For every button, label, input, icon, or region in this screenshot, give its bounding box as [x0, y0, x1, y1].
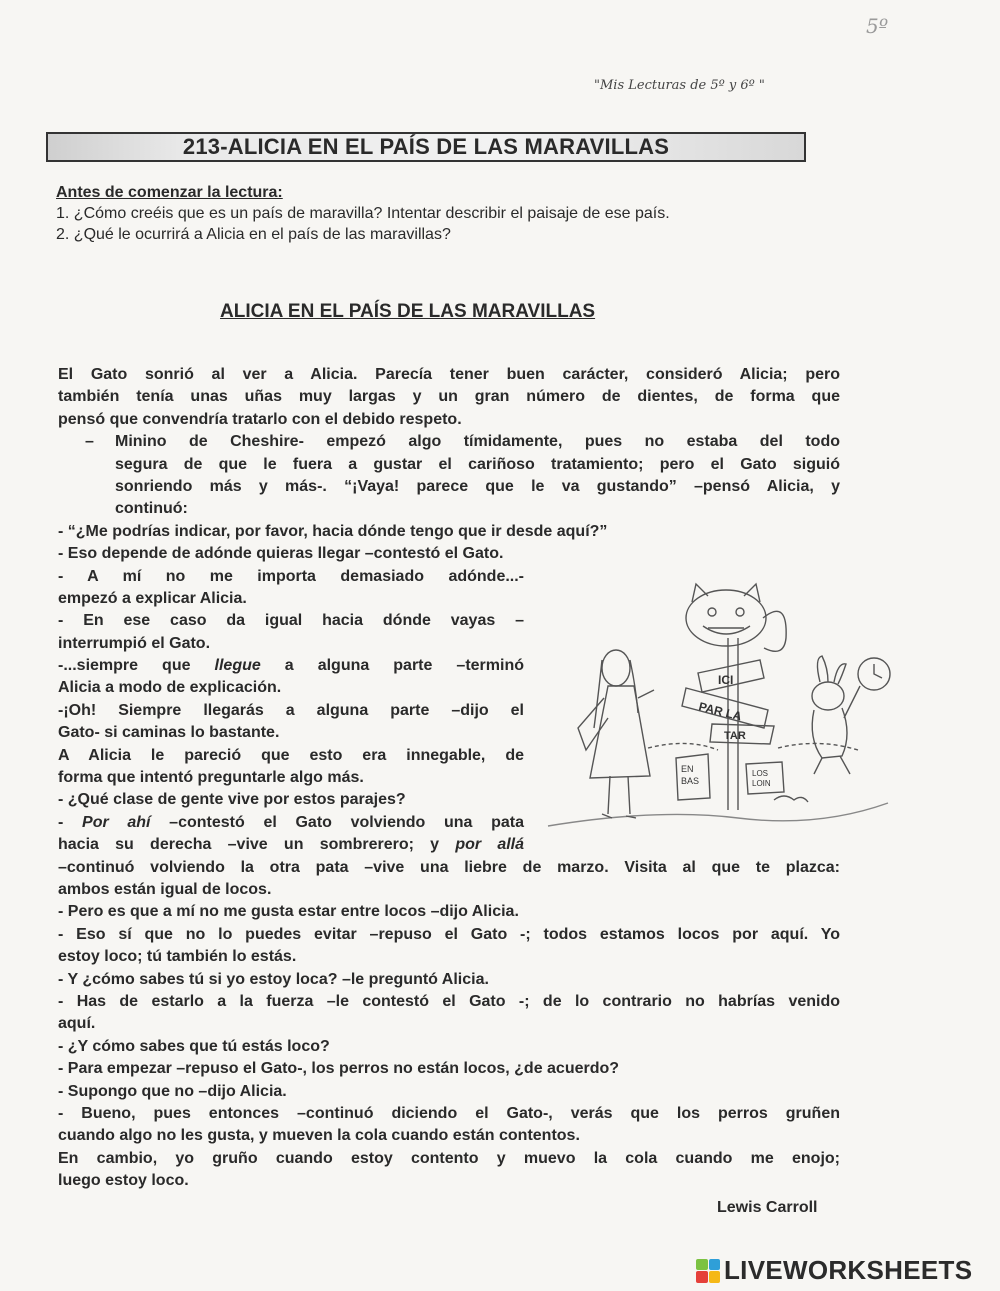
story-line: - Has de estarlo a la fuerza –le contestó el Gato -; de lo contrario no habrías venido [58, 992, 840, 1010]
story-line: -¡Oh! Siempre llegarás a alguna parte –dijo el [58, 701, 524, 719]
story-line [58, 834, 524, 856]
signpost [676, 638, 784, 810]
alice-figure [578, 650, 654, 818]
story-line: estoy loco; tú también lo estás. [58, 948, 297, 966]
story-line: - “¿Me podrías indicar, por favor, hacia dónde tengo que ir desde aquí?” [58, 522, 608, 540]
story-line: A Alicia le pareció que esto era innegable, de [58, 746, 524, 764]
story-line [58, 812, 524, 834]
worksheet-title: 213-ALICIA EN EL PAÍS DE LAS MARAVILLAS [182, 134, 670, 159]
liveworksheets-logo-icon [696, 1259, 720, 1283]
sign-text: LOS [752, 769, 769, 778]
sign-text: PAR LA [697, 699, 744, 724]
story-segment: a alguna parte –terminó [260, 657, 525, 675]
sign-text: EN [681, 764, 694, 774]
pre-reading-question: 2. ¿Qué le ocurrirá a Alicia en el país de las maravillas? [56, 226, 451, 243]
dash-marker: – [85, 433, 94, 451]
story-line-text: Minino de Cheshire- empezó algo tímidamente, pues no estaba del todo [115, 433, 840, 451]
story-line: - En ese caso da igual hacia dónde vayas – [58, 612, 524, 630]
story-line: luego estoy loco. [58, 1172, 189, 1190]
story-segment: –contestó el Gato volviendo una pata [150, 813, 524, 831]
story-line: - Bueno, pues entonces –continuó diciendo el Gato-, verás que los perros gruñen [58, 1104, 840, 1122]
story-line: forma que intentó preguntarle algo más. [58, 769, 364, 787]
story-line: - Pero es que a mí no me gusta estar entre locos –dijo Alicia. [58, 903, 519, 921]
logo-square [709, 1259, 721, 1271]
logo-square [696, 1271, 708, 1283]
page-number-mark: 5º [866, 14, 889, 38]
sign-text: ICI [718, 673, 734, 687]
logo-square [696, 1259, 708, 1271]
story-line: - ¿Qué clase de gente vive por estos parajes? [58, 791, 406, 809]
story-emphasis: llegue [214, 657, 261, 675]
story-line: aquí. [58, 1015, 96, 1033]
story-line: - Eso sí que no lo puedes evitar –repuso el Gato -; todos estamos locos por aquí. Yo [58, 925, 840, 943]
sign-text: BAS [681, 776, 700, 786]
story-line [58, 431, 840, 453]
author-name: Lewis Carroll [717, 1199, 818, 1216]
white-rabbit-figure [812, 656, 890, 774]
story-line: - A mí no me importa demasiado adónde...- [58, 567, 524, 585]
logo-square [709, 1271, 721, 1283]
story-segment: - [58, 813, 83, 831]
title-banner [46, 132, 806, 162]
story-line: - Para empezar –repuso el Gato-, los perros no están locos, ¿de acuerdo? [58, 1060, 620, 1078]
sign-text: LOIN [752, 779, 771, 788]
story-emphasis: Por ahí [82, 813, 151, 831]
story-line: El Gato sonrió al ver a Alicia. Parecía tener buen carácter, consideró Alicia; pero [58, 366, 840, 383]
story-line: continuó: [115, 500, 188, 518]
story-line: ambos están igual de locos. [58, 880, 272, 898]
pre-reading-question: 1. ¿Cómo creéis que es un país de maravilla? Intentar describir el paisaje de ese país. [56, 205, 670, 222]
story-line: interrumpió el Gato. [58, 634, 211, 652]
story-line: - Supongo que no –dijo Alicia. [58, 1082, 287, 1100]
story-emphasis: por allá [455, 836, 525, 854]
story-line: - Y ¿cómo sabes tú si yo estoy loca? –le preguntó Alicia. [58, 970, 489, 988]
pre-reading-heading: Antes de comenzar la lectura: [56, 184, 283, 201]
story-line [58, 655, 524, 677]
series-label: "Mis Lecturas de 5º y 6º " [594, 78, 765, 93]
story-line: segura de que le fuera a gustar el cariñoso tratamiento; pero el Gato siguió [115, 455, 840, 473]
story-line: - Eso depende de adónde quieras llegar –contestó el Gato. [58, 545, 504, 563]
sign-text: TAR [724, 730, 746, 742]
story-line: - ¿Y cómo sabes que tú estás loco? [58, 1037, 330, 1055]
story-line: En cambio, yo gruño cuando estoy contento y muevo la cola cuando me enojo; [58, 1149, 840, 1167]
story-segment: -...siempre que [58, 657, 215, 675]
story-line: –continuó volviendo la otra pata –vive una liebre de marzo. Visita al que te plazca: [58, 858, 840, 876]
alice-cheshire-illustration [538, 578, 894, 840]
cheshire-cat-figure [686, 584, 786, 651]
story-line: Gato- si caminas lo bastante. [58, 724, 280, 742]
story-line: sonriendo más y más-. “¡Vaya! parece que le va gustando” –pensó Alicia, y [115, 477, 840, 495]
story-line: cuando algo no les gusta, y mueven la cola cuando están contentos. [58, 1127, 580, 1145]
story-title: ALICIA EN EL PAÍS DE LAS MARAVILLAS [220, 301, 596, 322]
story-line: también tenía unas uñas muy largas y un gran número de dientes, de forma que [58, 388, 840, 406]
liveworksheets-logo-text: LIVEWORKSHEETS [724, 1255, 973, 1285]
story-line: Alicia a modo de explicación. [58, 679, 282, 697]
pre-reading-section [56, 182, 670, 245]
liveworksheets-logo [696, 1255, 972, 1286]
story-segment: hacia su derecha –vive un sombrerero; y [58, 836, 456, 854]
story-line: empezó a explicar Alicia. [58, 589, 247, 607]
story-line: pensó que convendría tratarlo con el debido respeto. [58, 410, 462, 428]
